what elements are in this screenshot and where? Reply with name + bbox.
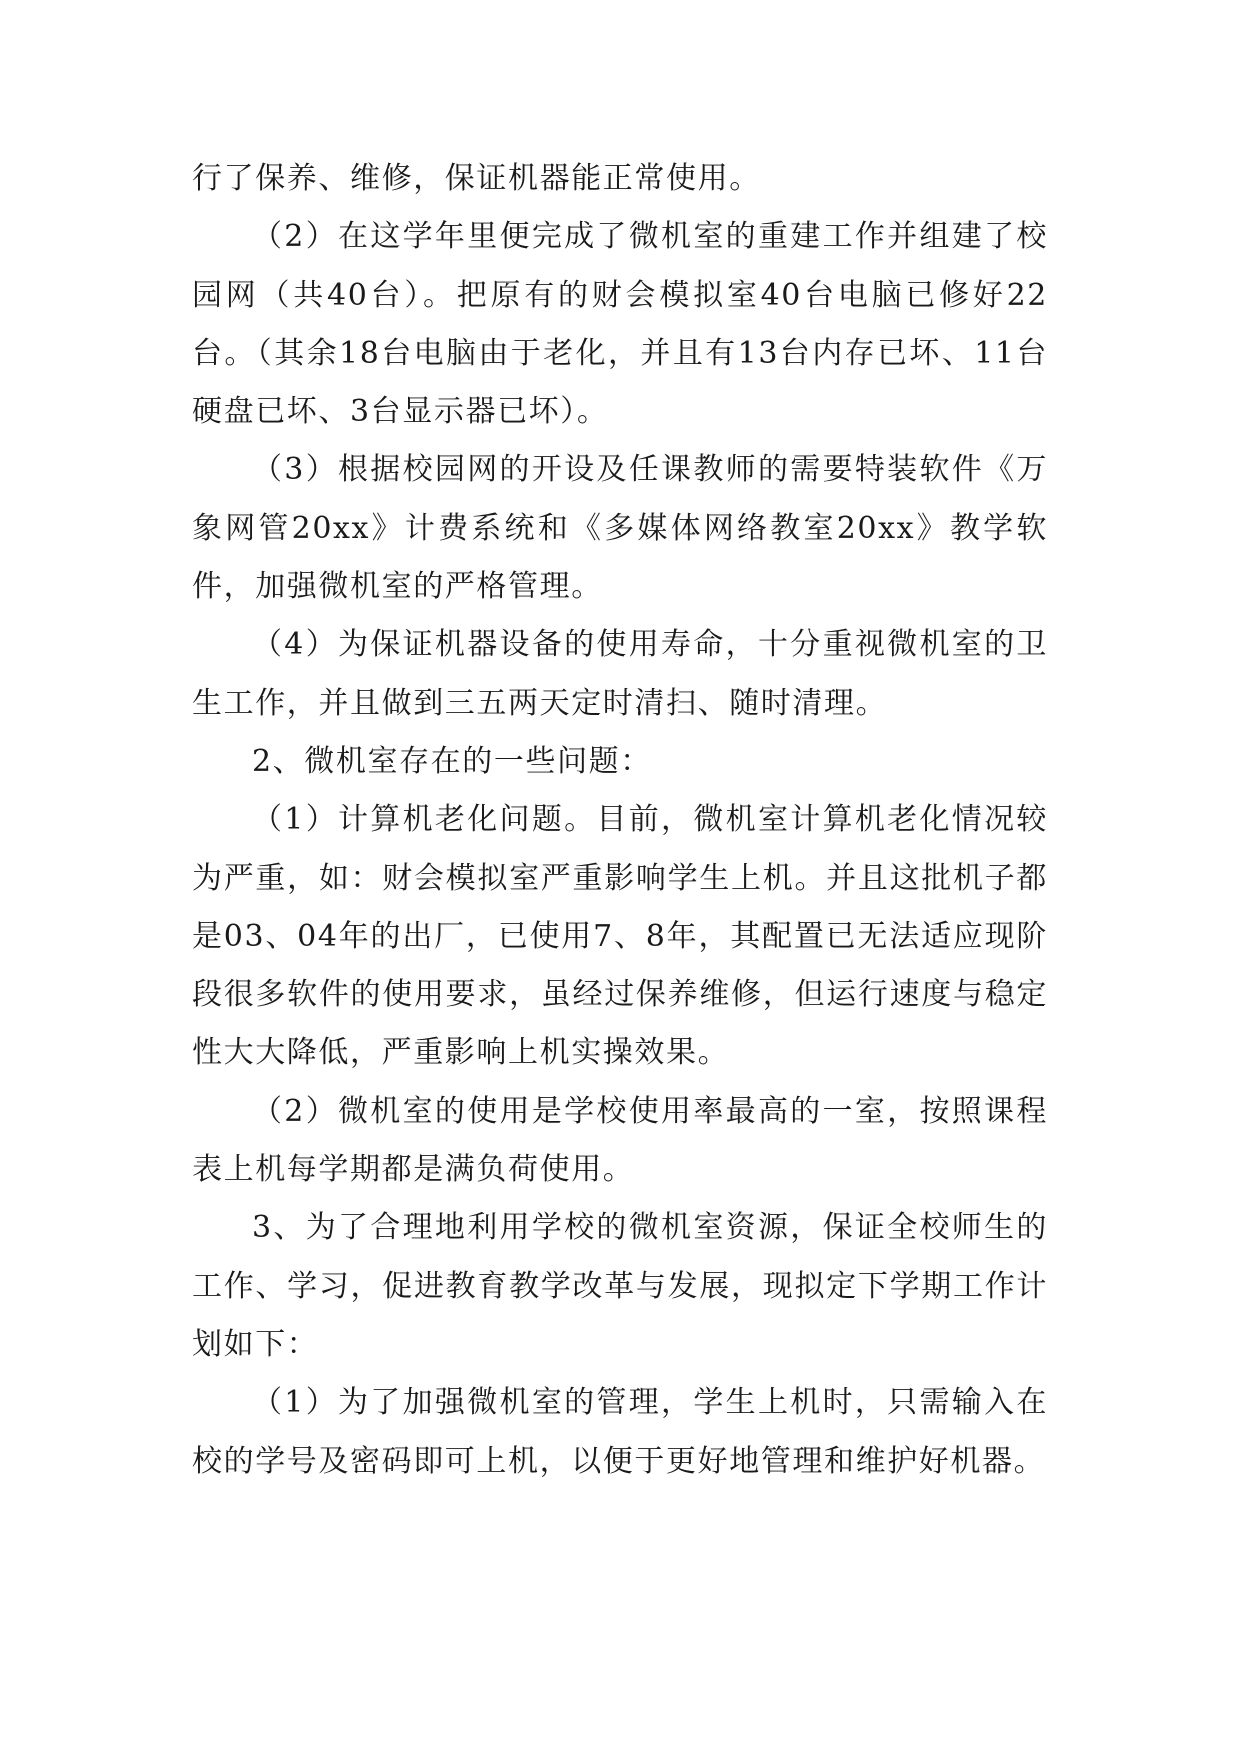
section-heading-plan: 3、为了合理地利用学校的微机室资源，保证全校师生的工作、学习，促进教育教学改革与发展，现拟定下学期工作计划如下： (192, 1210, 1048, 1362)
paragraph-plan-1-login: （1）为了加强微机室的管理，学生上机时，只需输入在校的学号及密码即可上机，以便于更好地管理和维护好机器。 (192, 1385, 1048, 1479)
section-heading-problems: 2、微机室存在的一些问题： (252, 743, 652, 779)
paragraph-item-3-software: （3）根据校园网的开设及任课教师的需要特装软件《万象网管20xx》计费系统和《多媒体网络教室20xx》教学软件，加强微机室的严格管理。 (192, 452, 1048, 605)
document-body (192, 150, 1048, 1491)
paragraph-problem-2-usage: （2）微机室的使用是学校使用率最高的一室，按照课程表上机每学期都是满负荷使用。 (192, 1093, 1048, 1188)
paragraph-problem-1-aging: （1）计算机老化问题。目前，微机室计算机老化情况较为严重，如：财会模拟室严重影响学生上机。并且这批机子都是03、04年的出厂，已使用7、8年，其配置已无法适应现阶段很多软件的使用要求，虽经过保养维修，但运行速度与稳定性大大降低，严重影响上机实操效果。 (192, 802, 1048, 1071)
paragraph-item-2-rebuild: （2）在这学年里便完成了微机室的重建工作并组建了校园网（共40台）。把原有的财会模拟室40台电脑已修好22台。（其余18台电脑由于老化，并且有13台内存已坏、11台硬盘已坏、3台显示器已坏）。 (192, 219, 1048, 430)
paragraph-continuation: 行了保养、维修，保证机器能正常使用。 (192, 161, 761, 196)
paragraph-item-4-hygiene: （4）为保证机器设备的使用寿命，十分重视微机室的卫生工作，并且做到三五两天定时清扫、随时清理。 (192, 627, 1048, 721)
